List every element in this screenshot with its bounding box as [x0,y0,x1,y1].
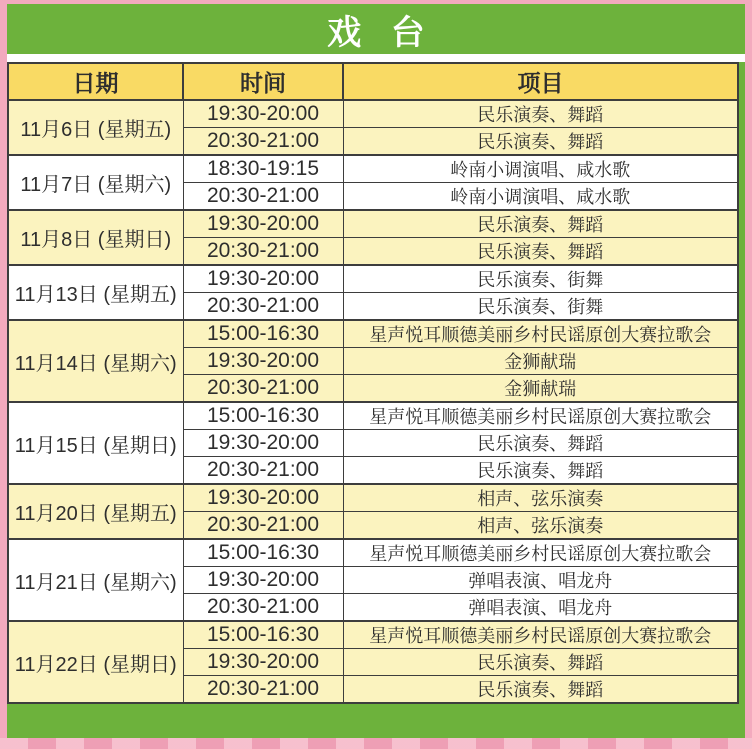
time-cell: 15:00-16:30 [183,402,343,430]
schedule-row [8,621,738,649]
schedule-table [7,62,739,704]
date-cell: 11月7日 (星期六) [8,155,183,210]
schedule-row [8,210,738,238]
time-cell: 20:30-21:00 [183,457,343,485]
schedule-row [8,320,738,348]
header-date: 日期 [8,63,183,100]
date-cell: 11月21日 (星期六) [8,539,183,621]
program-cell: 星声悦耳顺德美丽乡村民谣原创大赛拉歌会 [343,539,738,567]
time-cell: 19:30-20:00 [183,210,343,238]
date-cell: 11月13日 (星期五) [8,265,183,320]
header-program: 项目 [343,63,738,100]
time-cell: 20:30-21:00 [183,375,343,403]
program-cell: 民乐演奏、舞蹈 [343,649,738,676]
header-row [8,63,738,100]
program-cell: 民乐演奏、舞蹈 [343,430,738,457]
time-cell: 19:30-20:00 [183,484,343,512]
date-cell: 11月20日 (星期五) [8,484,183,539]
schedule-row [8,539,738,567]
header-time: 时间 [183,63,343,100]
content-frame [7,4,745,738]
program-cell: 民乐演奏、舞蹈 [343,210,738,238]
time-cell: 19:30-20:00 [183,649,343,676]
schedule-row [8,265,738,293]
program-cell: 星声悦耳顺德美丽乡村民谣原创大赛拉歌会 [343,402,738,430]
schedule-row [8,100,738,128]
time-cell: 19:30-20:00 [183,265,343,293]
time-cell: 15:00-16:30 [183,320,343,348]
time-cell: 18:30-19:15 [183,155,343,183]
bottom-ribbon-decoration [0,738,752,749]
program-cell: 金狮献瑞 [343,348,738,375]
date-cell: 11月6日 (星期五) [8,100,183,155]
time-cell: 15:00-16:30 [183,621,343,649]
schedule-row [8,402,738,430]
time-cell: 19:30-20:00 [183,430,343,457]
program-cell: 民乐演奏、舞蹈 [343,676,738,704]
time-cell: 20:30-21:00 [183,676,343,704]
program-cell: 民乐演奏、街舞 [343,265,738,293]
program-cell: 星声悦耳顺德美丽乡村民谣原创大赛拉歌会 [343,621,738,649]
program-cell: 弹唱表演、唱龙舟 [343,594,738,622]
time-cell: 15:00-16:30 [183,539,343,567]
time-cell: 19:30-20:00 [183,567,343,594]
time-cell: 20:30-21:00 [183,293,343,321]
title-divider [7,54,745,62]
date-cell: 11月14日 (星期六) [8,320,183,402]
program-cell: 民乐演奏、舞蹈 [343,128,738,156]
program-cell: 相声、弦乐演奏 [343,484,738,512]
date-cell: 11月15日 (星期日) [8,402,183,484]
time-cell: 20:30-21:00 [183,512,343,540]
program-cell: 相声、弦乐演奏 [343,512,738,540]
page-title: 戏 台 [327,13,435,52]
time-cell: 19:30-20:00 [183,348,343,375]
time-cell: 19:30-20:00 [183,100,343,128]
program-cell: 民乐演奏、舞蹈 [343,100,738,128]
schedule-row [8,484,738,512]
program-cell: 民乐演奏、舞蹈 [343,238,738,266]
program-cell: 金狮献瑞 [343,375,738,403]
schedule-table-header [8,63,738,100]
program-cell: 星声悦耳顺德美丽乡村民谣原创大赛拉歌会 [343,320,738,348]
schedule-row [8,155,738,183]
date-cell: 11月22日 (星期日) [8,621,183,703]
time-cell: 20:30-21:00 [183,183,343,211]
program-cell: 岭南小调演唱、咸水歌 [343,155,738,183]
program-cell: 民乐演奏、街舞 [343,293,738,321]
program-cell: 岭南小调演唱、咸水歌 [343,183,738,211]
date-cell: 11月8日 (星期日) [8,210,183,265]
time-cell: 20:30-21:00 [183,238,343,266]
time-cell: 20:30-21:00 [183,594,343,622]
title-bar [7,4,745,54]
schedule-table-body [8,100,738,703]
time-cell: 20:30-21:00 [183,128,343,156]
program-cell: 民乐演奏、舞蹈 [343,457,738,485]
program-cell: 弹唱表演、唱龙舟 [343,567,738,594]
